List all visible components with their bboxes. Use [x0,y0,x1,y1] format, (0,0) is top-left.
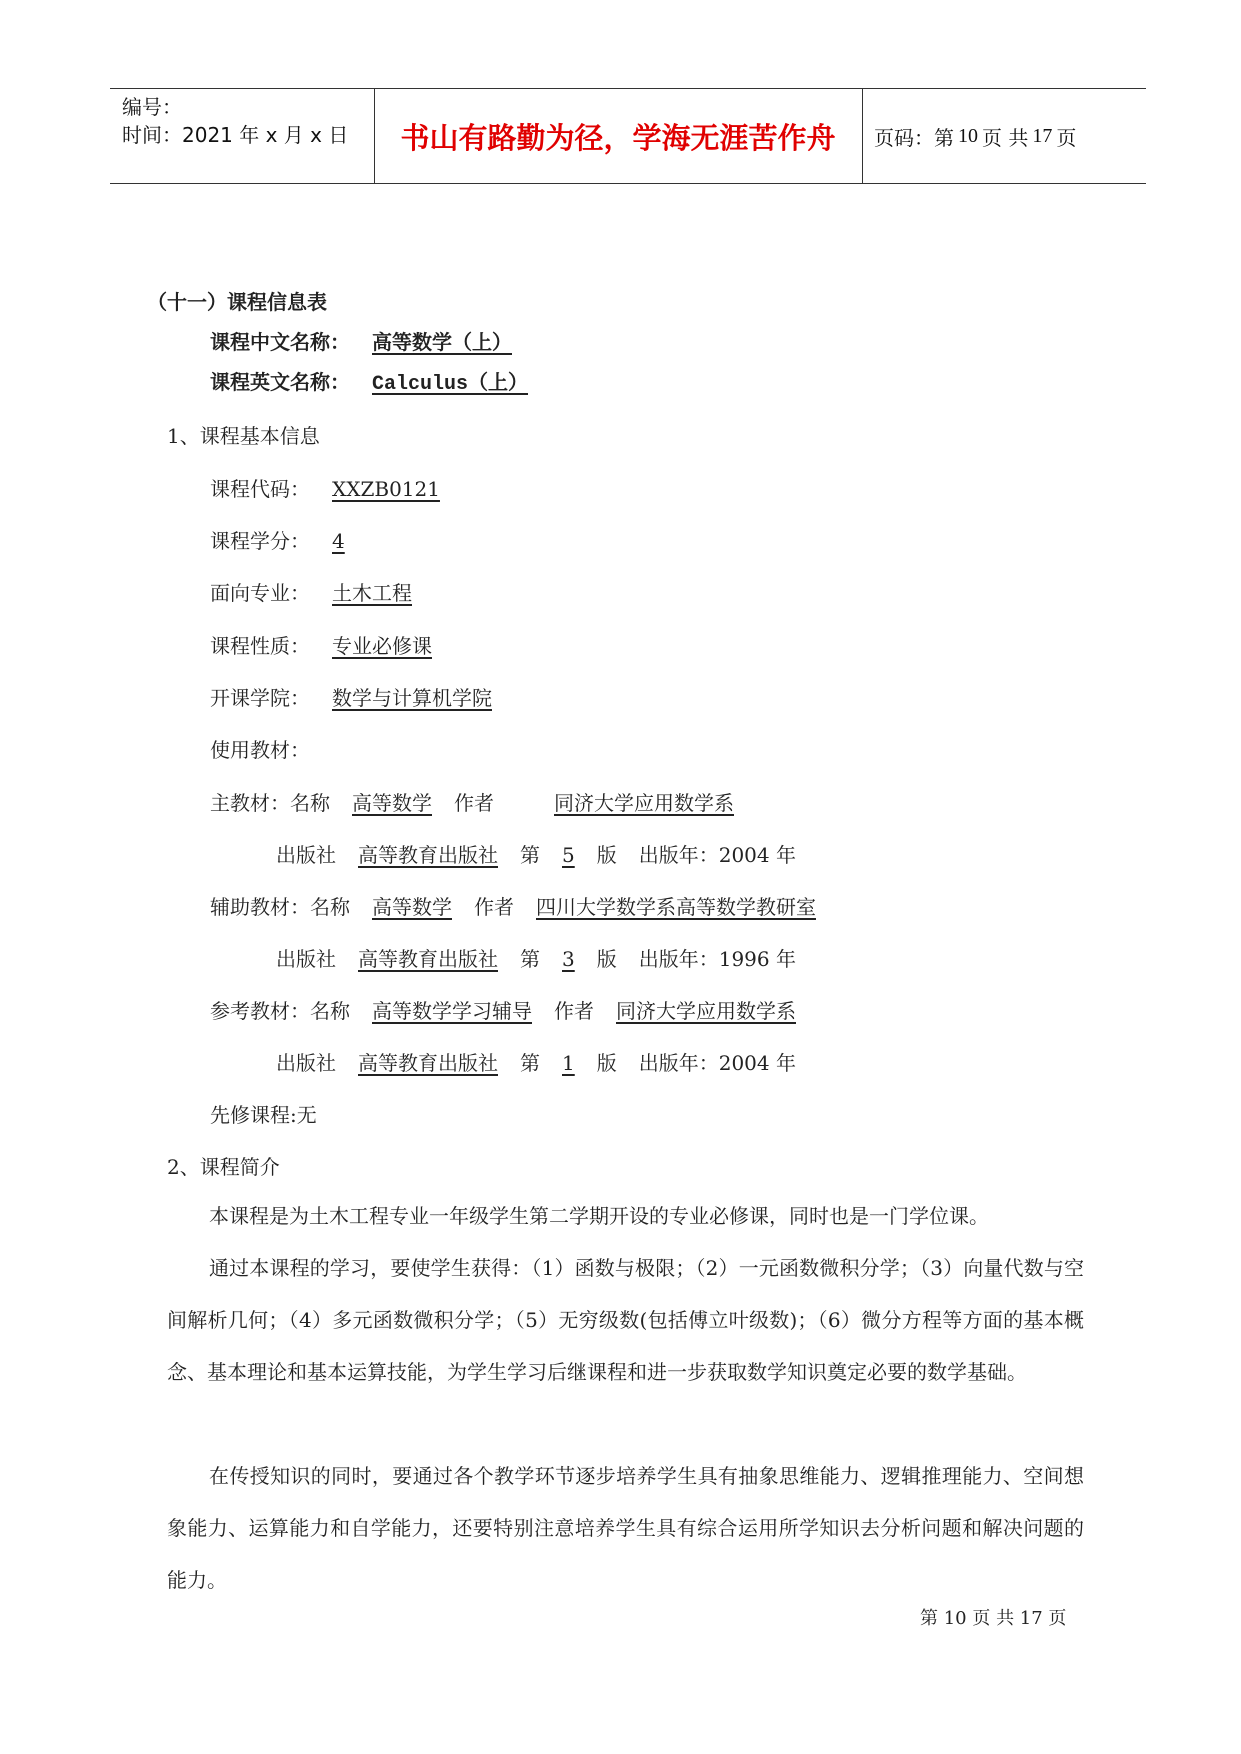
header-motto: 书山有路勤为径，学海无涯苦作舟 [400,120,836,155]
code-value: XXZB0121 [332,477,440,501]
course-en-row [210,366,550,396]
page-suffix: 页 [1056,125,1077,150]
header-left [122,93,348,149]
basic-heading: 1、课程基本信息 [167,424,320,448]
main-name: 高等数学 [352,791,432,815]
code-label: 课程代码： [210,477,310,501]
major-row [210,577,434,606]
intro-heading: 2、课程简介 [167,1155,280,1179]
course-en-label: 课程英文名称： [210,370,350,394]
aux-textbook-row [210,891,838,920]
course-cn-value: 高等数学（上） [372,330,512,354]
major-label: 面向专业： [210,581,310,605]
main-ver-label: 版 [596,843,617,867]
ref-edition: 1 [562,1051,575,1075]
aux-ed-label: 第 [520,947,540,971]
page-total: 17 [1032,124,1053,147]
ref-publisher: 高等教育出版社 [358,1051,498,1075]
main-pub-label: 出版社 [276,843,336,867]
ref-author-label: 作者 [554,999,594,1023]
main-ed-label: 第 [520,843,540,867]
main-author: 同济大学应用数学系 [554,791,734,815]
aux-name: 高等数学 [372,895,452,919]
college-value: 数学与计算机学院 [332,686,492,710]
aux-publisher: 高等教育出版社 [358,947,498,971]
ref-publisher-row [276,1047,796,1076]
intro-paragraph-2: 通过本课程的学习，要使学生获得：（1）函数与极限；（2）一元函数微积分学；（3）向量代数与空间解析几何；（4）多元函数微积分学；（5）无穷级数(包括傅立叶级数)；（6）微分方程等方面的基本概念、基本理论和基本运算技能，为学生学习后继课程和进一步获取数学知识奠定必要的数学基础。 [167,1256,1084,1384]
header-divider [862,89,863,183]
main-publisher: 高等教育出版社 [358,843,498,867]
aux-author-label: 作者 [474,895,514,919]
time-label: 时间：2021 年 x 月 x 日 [122,123,349,147]
credit-value: 4 [332,529,345,553]
textbook-label: 使用教材： [210,738,310,762]
main-author-label: 作者 [454,791,494,815]
nature-value: 专业必修课 [332,634,432,658]
header-page-info [874,89,1076,183]
page-header [110,88,1146,184]
course-cn-row [210,326,534,355]
main-publisher-row [276,839,796,868]
ref-label: 参考教材：名称 [210,999,350,1023]
prereq: 先修课程:无 [210,1103,317,1127]
aux-ver-label: 版 [596,947,617,971]
aux-author: 四川大学数学系高等数学教研室 [536,895,816,919]
aux-edition: 3 [562,947,575,971]
main-label: 主教材：名称 [210,791,330,815]
section-title: （十一）课程信息表 [147,290,327,314]
ref-name: 高等数学学习辅导 [372,999,532,1023]
page-prefix: 页码：第 [874,125,954,150]
ref-pub-label: 出版社 [276,1051,336,1075]
ref-year: 出版年：2004 年 [638,1051,796,1075]
main-textbook-row [210,787,738,816]
college-label: 开课学院： [210,686,310,710]
main-year: 出版年：2004 年 [638,843,796,867]
aux-publisher-row [276,943,796,972]
course-cn-label: 课程中文名称： [210,330,350,354]
college-row [210,682,514,711]
aux-label: 辅助教材：名称 [210,895,350,919]
intro-paragraph-3: 在传授知识的同时，要通过各个教学环节逐步培养学生具有抽象思维能力、逻辑推理能力、空间想象能力、运算能力和自学能力，还要特别注意培养学生具有综合运用所学知识去分析问题和解决问题的能力。 [167,1464,1084,1592]
aux-pub-label: 出版社 [276,947,336,971]
page-mid: 页 共 [982,125,1029,150]
ref-ed-label: 第 [520,1051,540,1075]
nature-row [210,630,454,659]
aux-year: 出版年：1996 年 [638,947,796,971]
number-label: 编号： [122,95,182,119]
page-current: 10 [958,124,978,147]
intro-paragraph-1: 本课程是为土木工程专业一年级学生第二学期开设的专业必修课，同时也是一门学位课。 [209,1204,989,1228]
course-en-value [350,366,550,396]
major-value: 土木工程 [332,581,412,605]
ref-author: 同济大学应用数学系 [616,999,796,1023]
nature-label: 课程性质： [210,634,310,658]
course-en-text: Calculus（上） [372,373,529,396]
credit-row [210,525,367,554]
page-footer: 第 10 页 共 17 页 [920,1608,1067,1629]
ref-textbook-row [210,995,818,1024]
main-edition: 5 [562,843,575,867]
ref-ver-label: 版 [596,1051,617,1075]
code-row [210,473,462,502]
credit-label: 课程学分： [210,529,310,553]
